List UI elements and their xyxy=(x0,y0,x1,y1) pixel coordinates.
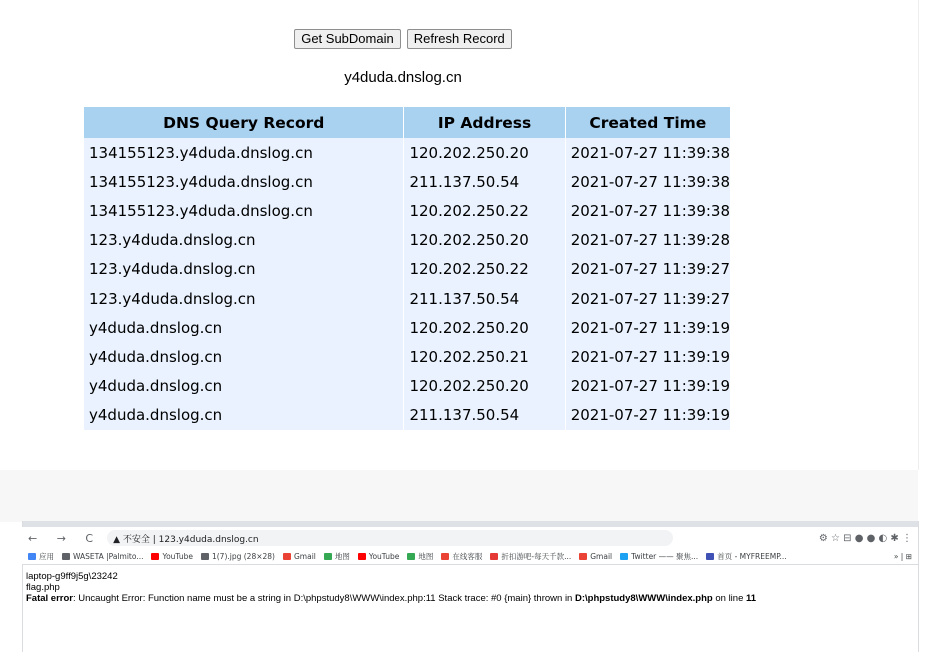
cell-created-time: 2021-07-27 11:39:38 xyxy=(565,138,730,167)
table-row xyxy=(84,167,730,196)
url-omnibox[interactable] xyxy=(107,530,673,546)
nav-buttons[interactable]: ← → C xyxy=(28,531,102,545)
output-line-flag: flag.php xyxy=(26,582,60,593)
dns-records-table xyxy=(84,107,730,430)
table-header-row xyxy=(84,107,730,138)
cell-ip-address: 120.202.250.20 xyxy=(404,138,565,167)
bookmark-item[interactable] xyxy=(490,551,571,562)
fatal-error-line xyxy=(26,593,756,604)
refresh-record-button[interactable]: Refresh Record xyxy=(407,29,512,49)
header-created-time: Created Time xyxy=(565,107,730,138)
bookmark-icon xyxy=(62,553,70,560)
cell-dns-query: y4duda.dnslog.cn xyxy=(84,401,404,430)
cell-dns-query: 134155123.y4duda.dnslog.cn xyxy=(84,167,404,196)
cell-created-time: 2021-07-27 11:39:27 xyxy=(565,255,730,284)
bookmark-label: 折扣游吧-每天千款... xyxy=(501,552,572,561)
cell-ip-address: 120.202.250.20 xyxy=(404,226,565,255)
cell-created-time: 2021-07-27 11:39:27 xyxy=(565,284,730,313)
cell-created-time: 2021-07-27 11:39:19 xyxy=(565,401,730,430)
bookmark-icon xyxy=(441,553,449,560)
fatal-error-line-number: 11 xyxy=(746,593,757,604)
php-output xyxy=(26,571,756,604)
cell-ip-address: 120.202.250.20 xyxy=(404,372,565,401)
bookmark-label: Twitter —— 聚焦... xyxy=(631,552,699,561)
bookmark-icon xyxy=(620,553,628,560)
bookmark-label: 首页 - MYFREEMP... xyxy=(717,552,787,561)
cell-created-time: 2021-07-27 11:39:19 xyxy=(565,313,730,342)
output-line-hostname: laptop-g9ff9j5g\23242 xyxy=(26,571,118,582)
bookmark-label: YouTube xyxy=(368,552,400,561)
cell-dns-query: 123.y4duda.dnslog.cn xyxy=(84,255,404,284)
bookmark-label: 地图 xyxy=(334,552,350,561)
bookmarks-overflow-button[interactable]: » | ⊞ xyxy=(893,552,912,561)
table-row xyxy=(84,196,730,225)
bookmark-item[interactable] xyxy=(283,552,316,561)
bookmark-icon xyxy=(28,553,36,560)
cell-ip-address: 120.202.250.20 xyxy=(404,313,565,342)
cell-ip-address: 211.137.50.54 xyxy=(404,401,565,430)
bookmark-label: Gmail xyxy=(293,552,316,561)
cell-dns-query: y4duda.dnslog.cn xyxy=(84,313,404,342)
bookmark-item[interactable] xyxy=(28,551,54,562)
bookmark-item[interactable] xyxy=(407,551,433,562)
cell-dns-query: 123.y4duda.dnslog.cn xyxy=(84,284,404,313)
bookmark-item[interactable] xyxy=(358,552,400,561)
bookmark-label: 在线客服 xyxy=(452,552,483,561)
get-subdomain-button[interactable]: Get SubDomain xyxy=(294,29,401,49)
bookmark-item[interactable] xyxy=(579,552,612,561)
bookmark-item[interactable] xyxy=(201,552,275,561)
cell-dns-query: 123.y4duda.dnslog.cn xyxy=(84,226,404,255)
bookmark-icon xyxy=(490,553,498,560)
extension-icons[interactable]: ⚙ ☆ ⊟ ● ● ◐ ✱ ⋮ xyxy=(818,532,912,544)
cell-dns-query: y4duda.dnslog.cn xyxy=(84,342,404,371)
cell-dns-query: y4duda.dnslog.cn xyxy=(84,372,404,401)
bookmark-item[interactable] xyxy=(62,552,143,561)
bookmark-icon xyxy=(579,553,587,560)
bookmark-label: 应用 xyxy=(39,552,54,561)
toolbar-icons[interactable] xyxy=(819,533,912,544)
bookmark-label: 1(7).jpg (28×28) xyxy=(211,552,275,561)
bookmark-icon xyxy=(324,553,332,560)
bookmark-label: Gmail xyxy=(590,552,613,561)
cell-ip-address: 120.202.250.22 xyxy=(404,255,565,284)
window-border-right xyxy=(918,521,919,652)
bookmark-item[interactable] xyxy=(441,551,482,562)
table-row xyxy=(84,372,730,401)
cell-ip-address: 211.137.50.54 xyxy=(404,284,565,313)
bookmark-item[interactable] xyxy=(151,552,193,561)
bookmark-label: WASETA |Palmito... xyxy=(73,552,144,561)
fatal-error-message: : Uncaught Error: Function name must be a string in D:\phpstudy8\WWW\index.php:11 Stack trace: #0 {main} thrown in xyxy=(73,593,575,604)
bookmark-label: 地图 xyxy=(418,552,434,561)
bookmark-icon xyxy=(407,553,415,560)
bookmark-icon xyxy=(706,553,714,560)
cell-created-time: 2021-07-27 11:39:38 xyxy=(565,196,730,225)
table-row xyxy=(84,342,730,371)
cell-ip-address: 120.202.250.22 xyxy=(404,196,565,225)
bookmark-item[interactable] xyxy=(706,551,787,562)
cell-created-time: 2021-07-27 11:39:19 xyxy=(565,342,730,371)
bookmark-icon xyxy=(358,553,366,560)
browser-address-bar xyxy=(22,527,918,549)
fatal-error-on-line: on line xyxy=(712,593,746,604)
bookmark-label: YouTube xyxy=(162,552,193,561)
subdomain-display: y4duda.dnslog.cn xyxy=(344,69,462,86)
cell-created-time: 2021-07-27 11:39:28 xyxy=(565,226,730,255)
table-row xyxy=(84,255,730,284)
url-text: ▲ 不安全 | 123.y4duda.dnslog.cn xyxy=(113,534,259,545)
table-row xyxy=(84,138,730,167)
header-dns-query: DNS Query Record xyxy=(84,107,404,138)
bookmarks-bar xyxy=(22,549,918,565)
cell-dns-query: 134155123.y4duda.dnslog.cn xyxy=(84,138,404,167)
bookmark-item[interactable] xyxy=(620,551,698,562)
bookmark-icon xyxy=(201,553,209,560)
cell-created-time: 2021-07-27 11:39:38 xyxy=(565,167,730,196)
fatal-error-file: D:\phpstudy8\WWW\index.php xyxy=(574,593,713,604)
bookmark-item[interactable] xyxy=(324,551,350,562)
table-row xyxy=(84,313,730,342)
cell-created-time: 2021-07-27 11:39:19 xyxy=(565,372,730,401)
bookmark-icon xyxy=(283,553,291,560)
table-row xyxy=(84,226,730,255)
table-row xyxy=(84,284,730,313)
table-row xyxy=(84,401,730,430)
header-ip-address: IP Address xyxy=(404,107,565,138)
cell-dns-query: 134155123.y4duda.dnslog.cn xyxy=(84,196,404,225)
bookmark-icon xyxy=(151,553,159,560)
page-gap xyxy=(0,470,918,522)
cell-ip-address: 120.202.250.21 xyxy=(404,342,565,371)
button-row xyxy=(0,29,806,49)
cell-ip-address: 211.137.50.54 xyxy=(404,167,565,196)
fatal-error-label: Fatal error xyxy=(26,593,73,604)
